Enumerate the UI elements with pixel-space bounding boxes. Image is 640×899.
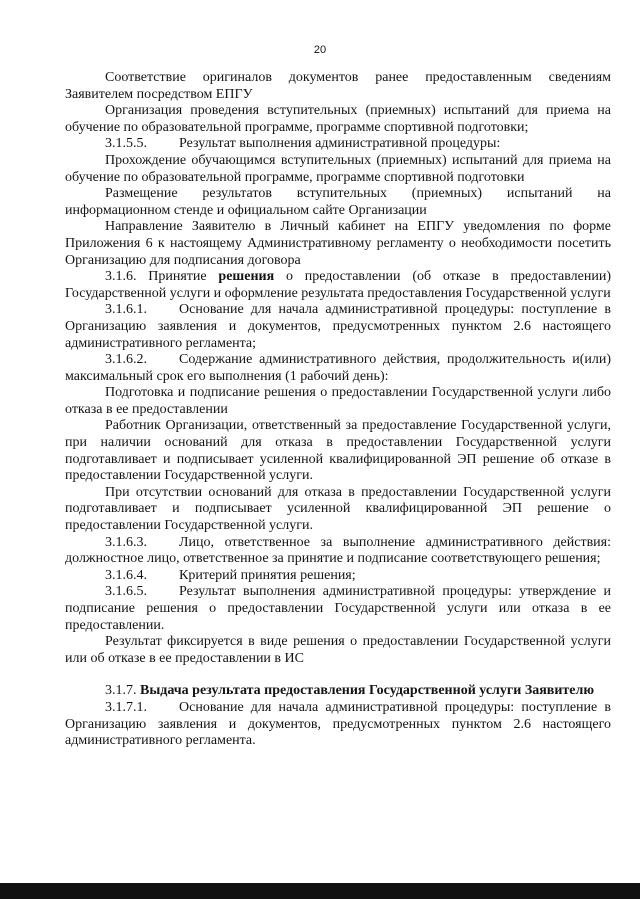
numbered-paragraph [65,700,611,750]
paragraph-text: Прохождение обучающимся вступительных (приемных) испытаний для приема на обучение по образовательной программе, программе спортивной подготовки [65,152,611,185]
paragraph-text: Лицо, ответственное за выполнение административного действия: должностное лицо, ответственное за принятие и подписание соответствующего решения; [65,534,611,567]
clause-number: 3.1.6.2. [105,352,147,368]
bold-heading: Выдача результата предоставления Государственной услуги Заявителю [140,683,595,699]
paragraph [65,385,611,418]
paragraph [65,634,611,667]
bold-term: решения [218,269,275,285]
clause-number: 3.1.6.3. [105,534,147,550]
paragraph [65,418,611,484]
document-body [65,70,611,750]
paragraph-text: Размещение результатов вступительных (приемных) испытаний на информационном стенде и официальном сайте Организации [65,186,611,218]
paragraph-text: Направление Заявителю в Личный кабинет на ЕПГУ уведомления по форме Приложения 6 к настоящему Административному регламенту о необходимости посетить Организацию для подписания договора [65,219,611,268]
paragraph [65,153,611,186]
paragraph-text: Критерий принятия решения; [179,567,356,583]
scan-bottom-edge [0,883,640,899]
section-heading-3-1-7: 3.1.7. Выдача результата предоставления Государственной услуги Заявителю [105,683,595,699]
paragraph-text: Основание для начала административной процедуры: поступление в Организацию заявления и документов, предусмотренных пунктом 2.6 настоящего административного регламента; [65,302,611,351]
paragraph-text: Результат выполнения административной процедуры: [179,136,501,152]
paragraph-text: Основание для начала административной процедуры: поступление в Организацию заявления и документов, предусмотренных пунктом 2.6 настоящего административного регламента. [65,699,611,749]
paragraph [65,219,611,269]
clause-number: 3.1.6.4. [105,567,147,583]
paragraph-text: Подготовка и подписание решения о предоставлении Государственной услуги либо отказа в ее предоставлении [65,385,611,417]
section-heading-3-1-6: 3.1.6. Принятие решения о предоставлении (об отказе в предоставлении) Государственной услуги и оформление результата предоставления Государственной услуги [65,269,611,301]
paragraph [65,103,611,136]
paragraph-text: Результат фиксируется в виде решения о предоставлении Государственной услуги или об отказе в ее предоставлении в ИС [65,634,611,666]
clause-number: 3.1.5.5. [105,136,147,152]
paragraph-text: При отсутствии оснований для отказа в предоставлении Государственной услуги подготавливает и подписывает усиленной квалифицированной ЭП решение о предоставлении Государственной услуги. [65,484,611,534]
numbered-paragraph [65,352,611,385]
numbered-paragraph [65,584,611,634]
numbered-paragraph [65,302,611,352]
paragraph-text: Содержание административного действия, продолжительность и(или) максимальный срок его выполнения (1 рабочий день): [65,352,611,384]
clause-number: 3.1.7.1. [105,699,147,715]
paragraph [65,70,611,103]
paragraph-text: Организация проведения вступительных (приемных) испытаний для приема на обучение по образовательной программе, программе спортивной подготовки; [65,103,611,135]
paragraph-text: Работник Организации, ответственный за предоставление Государственной услуги, при наличии оснований для отказа в предоставлении Государственной услуги подготавливает и подписывает усиленной квалифицированной ЭП решение об отказе в предоставлении Государственной услуги. [65,418,611,484]
clause-number: 3.1.6.5. [105,584,147,600]
paragraph [65,485,611,535]
numbered-paragraph [65,535,611,568]
numbered-paragraph [65,136,611,153]
paragraph [65,186,611,219]
page-number: 20 [313,44,327,56]
clause-number: 3.1.6.1. [105,302,147,318]
numbered-paragraph [65,568,611,585]
paragraph-text: Соответствие оригиналов документов ранее предоставленным сведениям Заявителем посредством ЕПГУ [65,70,611,102]
paragraph-text: Результат выполнения административной процедуры: утверждение и подписание решения о предоставлении Государственной услуги или отказа в ее предоставлении. [65,584,611,633]
